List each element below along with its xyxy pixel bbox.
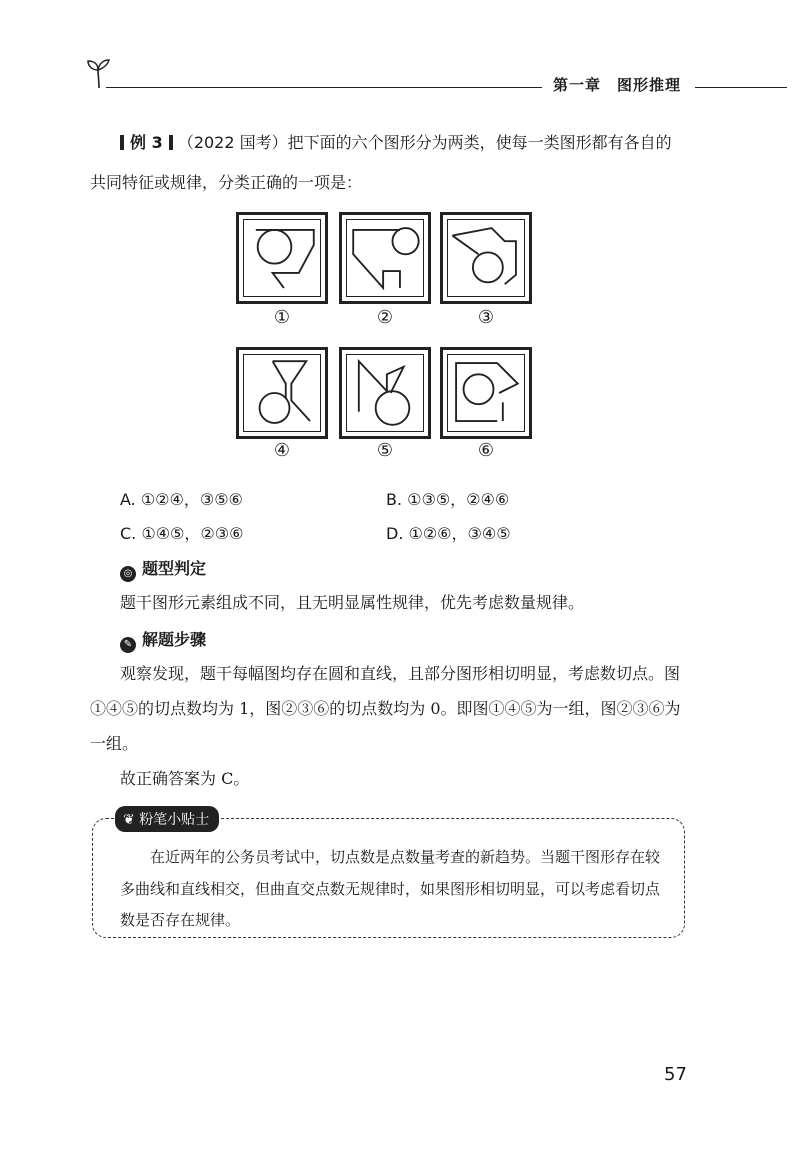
question-source: （2022 国考） (177, 133, 288, 152)
figure-6-drawing (443, 350, 529, 436)
question-text-1: 把下面的六个图形分为两类，使每一类图形都有各自的 (287, 133, 672, 152)
pen-icon: ✎ (120, 637, 136, 653)
tip-label-text: 粉笔小贴士 (139, 812, 210, 828)
steps-title: 解题步骤 (142, 630, 207, 649)
target-icon: ◎ (120, 566, 136, 582)
question-line-1 (120, 130, 672, 153)
figure-4 (236, 347, 328, 439)
figure-2-label: ② (376, 307, 394, 328)
figure-4-drawing (239, 350, 325, 436)
figure-4-label: ④ (273, 440, 291, 461)
figure-6-label: ⑥ (477, 440, 495, 461)
tip-text-3: 数是否存在规律。 (120, 911, 241, 929)
type-text: 题干图形元素组成不同，且无明显属性规律，优先考虑数量规律。 (120, 593, 585, 612)
figure-3 (440, 212, 532, 304)
figure-3-label: ③ (477, 307, 495, 328)
steps-text-3: 一组。 (90, 734, 139, 753)
steps-text-2: ①④⑤的切点数均为 1，图②③⑥的切点数均为 0。即图①④⑤为一组，图②③⑥为 (90, 699, 681, 718)
figure-1-label: ① (273, 307, 291, 328)
option-d: D. ①②⑥，③④⑤ (386, 524, 511, 543)
sprout-small-icon: ❦ (123, 812, 140, 828)
page-number: 57 (664, 1064, 687, 1085)
header-rule-left (106, 87, 542, 88)
example-bar-left (120, 135, 124, 150)
figure-5-drawing (342, 350, 428, 436)
steps-text-1: 观察发现，题干每幅图均存在圆和直线，且部分图形相切明显，考虑数切点。图 (120, 664, 681, 683)
answer-text: 故正确答案为 C。 (120, 769, 250, 788)
option-c: C. ①④⑤，②③⑥ (120, 524, 244, 543)
example-label: 例 3 (130, 133, 163, 152)
figure-3-drawing (443, 215, 529, 301)
figure-2 (339, 212, 431, 304)
figure-6 (440, 347, 532, 439)
figure-5 (339, 347, 431, 439)
chapter-title: 第一章 图形推理 (553, 76, 682, 94)
sprout-icon (86, 58, 112, 90)
figure-1 (236, 212, 328, 304)
option-a: A. ①②④，③⑤⑥ (120, 490, 243, 509)
type-title: 题型判定 (142, 559, 207, 578)
tip-text-2: 多曲线和直线相交，但曲直交点数无规律时，如果图形相切明显，可以考虑看切点 (120, 880, 661, 898)
example-bar-right (169, 135, 173, 150)
steps-heading (120, 627, 206, 653)
tip-text-1: 在近两年的公务员考试中，切点数是点数量考查的新趋势。当题干图形存在较 (150, 848, 661, 866)
figure-5-label: ⑤ (376, 440, 394, 461)
figure-2-drawing (342, 215, 428, 301)
question-text-2: 共同特征或规律，分类正确的一项是： (90, 173, 363, 192)
figure-1-drawing (239, 215, 325, 301)
type-heading (120, 556, 206, 582)
tip-label (115, 806, 219, 832)
option-b: B. ①③⑤，②④⑥ (386, 490, 510, 509)
header-rule-right (695, 87, 787, 88)
